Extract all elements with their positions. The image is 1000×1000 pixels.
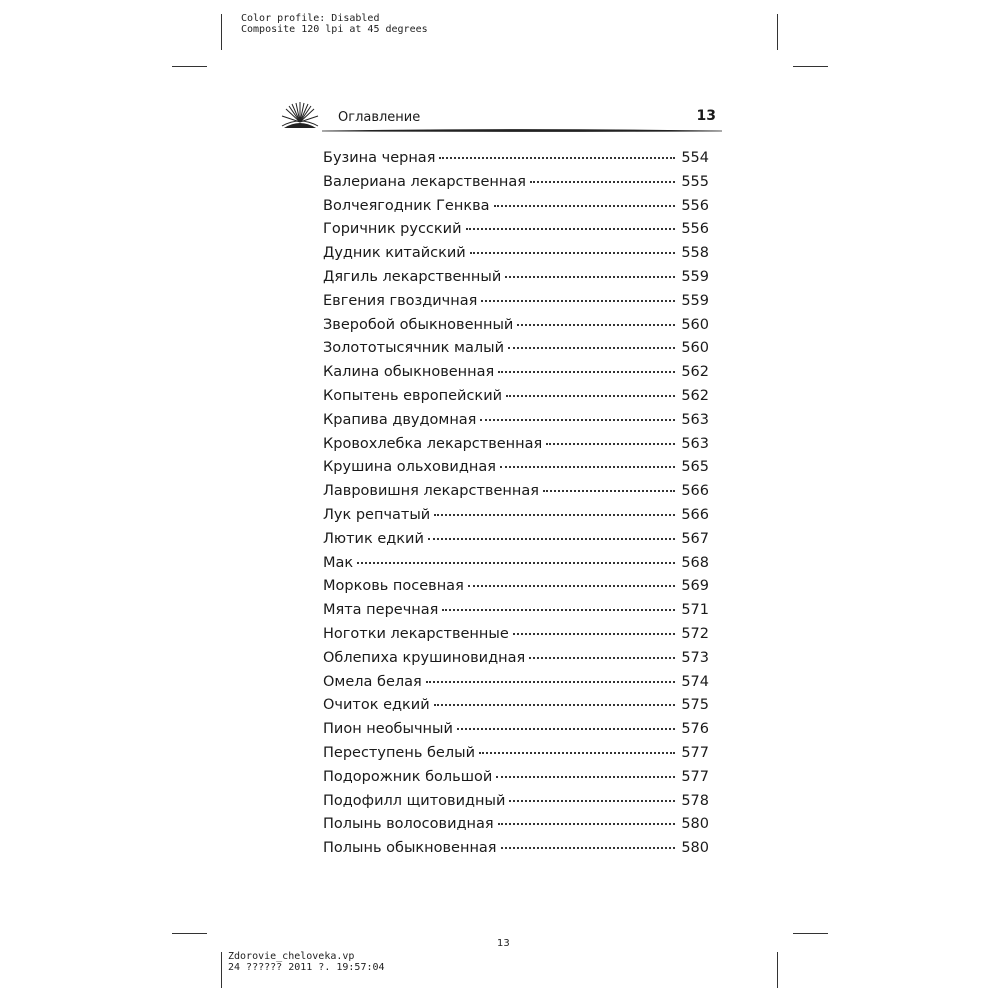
toc-entry [323,626,709,650]
toc-entry-page: 580 [681,840,709,857]
toc-entry [323,483,709,507]
crop-mark-right-bottom [793,933,828,934]
toc-entry-page: 558 [681,245,709,262]
toc-entry-page: 580 [681,816,709,833]
toc-entry [323,221,709,245]
toc-entry-title: Дудник китайский [323,245,466,262]
toc-entry-page: 556 [681,221,709,238]
toc-entry [323,745,709,769]
toc-leader-dots [457,728,675,730]
toc-entry-page: 576 [681,721,709,738]
toc-entry-page: 566 [681,483,709,500]
toc-entry-page: 571 [681,602,709,619]
toc-leader-dots [500,466,675,468]
toc-entry-title: Облепиха крушиновидная [323,649,526,666]
crop-mark-bottom-right [777,952,778,988]
crop-mark-bottom-left [221,952,222,988]
toc-entry-title: Горичник русский [323,221,462,238]
toc-leader-dots [517,324,675,326]
toc-entry-title: Золототысячник малый [323,340,505,357]
toc-entry-page: 554 [681,150,709,166]
toc-entry-title: Лютик едкий [323,530,424,547]
toc-leader-dots [494,205,676,207]
toc-entry-title: Крапива двудомная [323,411,477,428]
toc-entry-page: 560 [681,316,709,333]
toc-entry-page: 556 [681,197,709,214]
toc-entry-page: 569 [681,578,709,595]
toc-leader-dots [468,585,676,587]
toc-entry-title: Валериана лекарственная [323,173,526,190]
toc-entry-title: Лавровишня лекарственная [323,483,539,500]
toc-entry [323,198,709,222]
toc-entry-page: 567 [681,530,709,547]
toc-leader-dots [513,633,676,635]
toc-entry-title: Ноготки лекарственные [323,625,509,642]
toc-entry [323,840,709,864]
toc-leader-dots [470,252,676,254]
toc-leader-dots [505,276,675,278]
toc-entry-page: 560 [681,340,709,357]
toc-entry-page: 555 [681,173,709,190]
toc-entry [323,340,709,364]
toc-entry-page: 568 [681,554,709,571]
toc-entry [323,769,709,793]
toc-leader-dots [434,514,675,516]
toc-entry-page: 566 [681,506,709,523]
toc-entry [323,674,709,698]
toc-entry-title: Лук репчатый [323,506,431,523]
toc-entry-title: Подофилл щитовидный [323,792,506,809]
toc-entry [323,816,709,840]
toc-entry-title: Подорожник большой [323,768,493,785]
header-page-number: 13 [696,108,716,124]
header-rule [322,128,722,134]
toc-leader-dots [530,181,675,183]
toc-leader-dots [357,562,675,564]
toc-entry [323,317,709,341]
toc-entry-page: 577 [681,768,709,785]
toc-entry [323,245,709,269]
toc-leader-dots [434,704,676,706]
toc-entry-page: 574 [681,673,709,690]
toc-entry-page: 577 [681,744,709,761]
toc-entry-title: Крушина ольховидная [323,459,496,476]
toc-entry-title: Переступень белый [323,744,475,761]
crop-mark-top-right [777,14,778,50]
toc-entry-title: Очиток едкий [323,697,430,714]
toc-leader-dots [501,847,676,849]
toc-entry-title: Морковь посевная [323,578,464,595]
toc-entry-title: Полынь обыкновенная [323,840,497,857]
toc-leader-dots [529,657,675,659]
toc-entry [323,697,709,721]
toc-leader-dots [479,752,675,754]
toc-entry [323,555,709,579]
toc-leader-dots [439,157,675,159]
toc-entry-title: Дягиль лекарственный [323,268,502,285]
toc-entry [323,793,709,817]
print-info [241,13,428,35]
toc-entry [323,531,709,555]
toc-entry-title: Волчеягодник Генква [323,197,490,214]
footer-timestamp: 24 ?????? 2011 ?. 19:57:04 [228,962,385,973]
toc-entry-title: Мак [323,554,354,571]
footer-page-number: 13 [497,938,510,949]
crop-mark-left-bottom [172,933,207,934]
crop-mark-top-left [221,14,222,50]
crop-mark-right-top [793,66,828,67]
composite-text: Composite 120 lpi at 45 degrees [241,24,428,35]
toc-leader-dots [509,800,675,802]
toc-entry-page: 565 [681,459,709,476]
flower-icon [278,98,322,130]
toc-entry [323,293,709,317]
toc-leader-dots [543,490,675,492]
toc-entry [323,507,709,531]
toc-entry-title: Копытень европейский [323,387,503,404]
footer-file-name: Zdorovie_cheloveka.vp [228,951,355,962]
toc-entry-page: 573 [681,649,709,666]
toc-entry-title: Калина обыкновенная [323,364,495,381]
toc-entry-title: Бузина черная [323,150,436,166]
toc-entry-page: 562 [681,387,709,404]
toc-entry-page: 563 [681,411,709,428]
toc-leader-dots [508,347,675,349]
toc-entry [323,150,709,174]
toc-entry-title: Полынь волосовидная [323,816,494,833]
toc-entry-page: 578 [681,792,709,809]
color-profile-text: Color profile: Disabled [241,13,380,24]
toc-entry-page: 562 [681,364,709,381]
toc-leader-dots [466,228,676,230]
toc-leader-dots [426,681,676,683]
toc-leader-dots [496,776,675,778]
toc-entry [323,436,709,460]
toc-leader-dots [546,443,675,445]
toc-entry-title: Мята перечная [323,602,439,619]
toc-entry-page: 575 [681,697,709,714]
toc-entry-page: 559 [681,292,709,309]
toc-entry [323,412,709,436]
crop-mark-left-top [172,66,207,67]
toc-entry-page: 559 [681,268,709,285]
toc-entry-title: Омела белая [323,673,422,690]
toc-leader-dots [480,419,675,421]
toc-entry [323,269,709,293]
header-title: Оглавление [338,110,421,125]
toc-entry [323,650,709,674]
toc-list [323,150,709,864]
toc-entry [323,459,709,483]
toc-entry-title: Зверобой обыкновенный [323,316,514,333]
footer-info [228,951,385,973]
toc-entry-title: Пион необычный [323,721,453,738]
toc-entry [323,388,709,412]
running-header [272,96,722,136]
toc-entry [323,721,709,745]
toc-entry [323,364,709,388]
toc-entry-page: 563 [681,435,709,452]
toc-entry [323,602,709,626]
toc-leader-dots [442,609,675,611]
toc-leader-dots [506,395,675,397]
toc-entry-title: Кровохлебка лекарственная [323,435,543,452]
toc-entry-title: Евгения гвоздичная [323,292,478,309]
toc-entry [323,578,709,602]
toc-entry [323,174,709,198]
toc-leader-dots [498,371,675,373]
toc-leader-dots [481,300,675,302]
toc-entry-page: 572 [681,625,709,642]
toc-leader-dots [428,538,675,540]
toc-leader-dots [498,823,676,825]
